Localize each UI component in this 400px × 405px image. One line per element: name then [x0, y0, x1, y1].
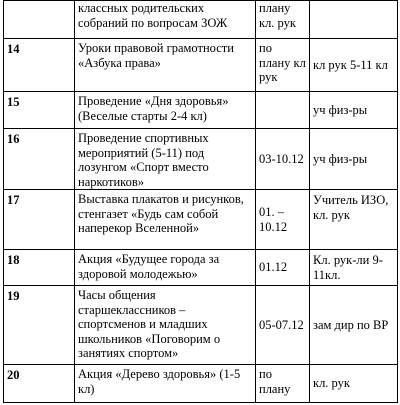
event-cell: Проведение «Дня здоровья» (Веселые старты 2-4 кл) — [75, 92, 256, 129]
responsible-cell: Кл. рук-ли 9-11кл. — [310, 250, 398, 286]
row-number: 19 — [4, 286, 75, 365]
responsible-cell — [310, 1, 398, 39]
event-cell: классных родительских собраний по вопросам ЗОЖ — [75, 1, 256, 39]
table-row — [4, 190, 398, 250]
table-row — [4, 39, 398, 92]
event-cell: Проведение спортивных мероприятий (5-11) под лозунгом «Спорт вместо наркотиков» — [75, 129, 256, 190]
row-number — [4, 1, 75, 39]
row-number: 15 — [4, 92, 75, 129]
responsible-cell: Учитель ИЗО, кл. рук — [310, 190, 398, 250]
row-number: 16 — [4, 129, 75, 190]
date-cell: 01.12 — [256, 250, 310, 286]
date-cell: по плану кл рук — [256, 39, 310, 92]
date-cell: по плану — [256, 365, 310, 403]
table-row — [4, 365, 398, 403]
responsible-cell: уч физ-ры — [310, 92, 398, 129]
responsible-cell: зам дир по ВР — [310, 286, 398, 365]
event-cell: Часы общения старшеклассников – спортсменов и младших школьников «Поговорим о занятиях спортом» — [75, 286, 256, 365]
table-row — [4, 129, 398, 190]
row-number: 18 — [4, 250, 75, 286]
table-row — [4, 286, 398, 365]
event-cell: Выставка плакатов и рисунков, стенгазет «Будь сам собой наперекор Вселенной» — [75, 190, 256, 250]
responsible-cell: уч физ-ры — [310, 129, 398, 190]
events-table — [3, 0, 398, 403]
table-row — [4, 1, 398, 39]
date-cell — [256, 92, 310, 129]
event-cell: Акция «Будущее города за здоровой молодежью» — [75, 250, 256, 286]
event-cell: Уроки правовой грамотности «Азбука права» — [75, 39, 256, 92]
row-number: 14 — [4, 39, 75, 92]
date-cell: плану кл. рук — [256, 1, 310, 39]
table-row — [4, 250, 398, 286]
row-number: 17 — [4, 190, 75, 250]
table-row — [4, 92, 398, 129]
date-cell: 01. – 10.12 — [256, 190, 310, 250]
date-cell: 03-10.12 — [256, 129, 310, 190]
responsible-cell: кл рук 5-11 кл — [310, 39, 398, 92]
event-cell: Акция «Дерево здоровья» (1-5 кл) — [75, 365, 256, 403]
date-cell: 05-07.12 — [256, 286, 310, 365]
row-number: 20 — [4, 365, 75, 403]
responsible-cell: кл. рук — [310, 365, 398, 403]
